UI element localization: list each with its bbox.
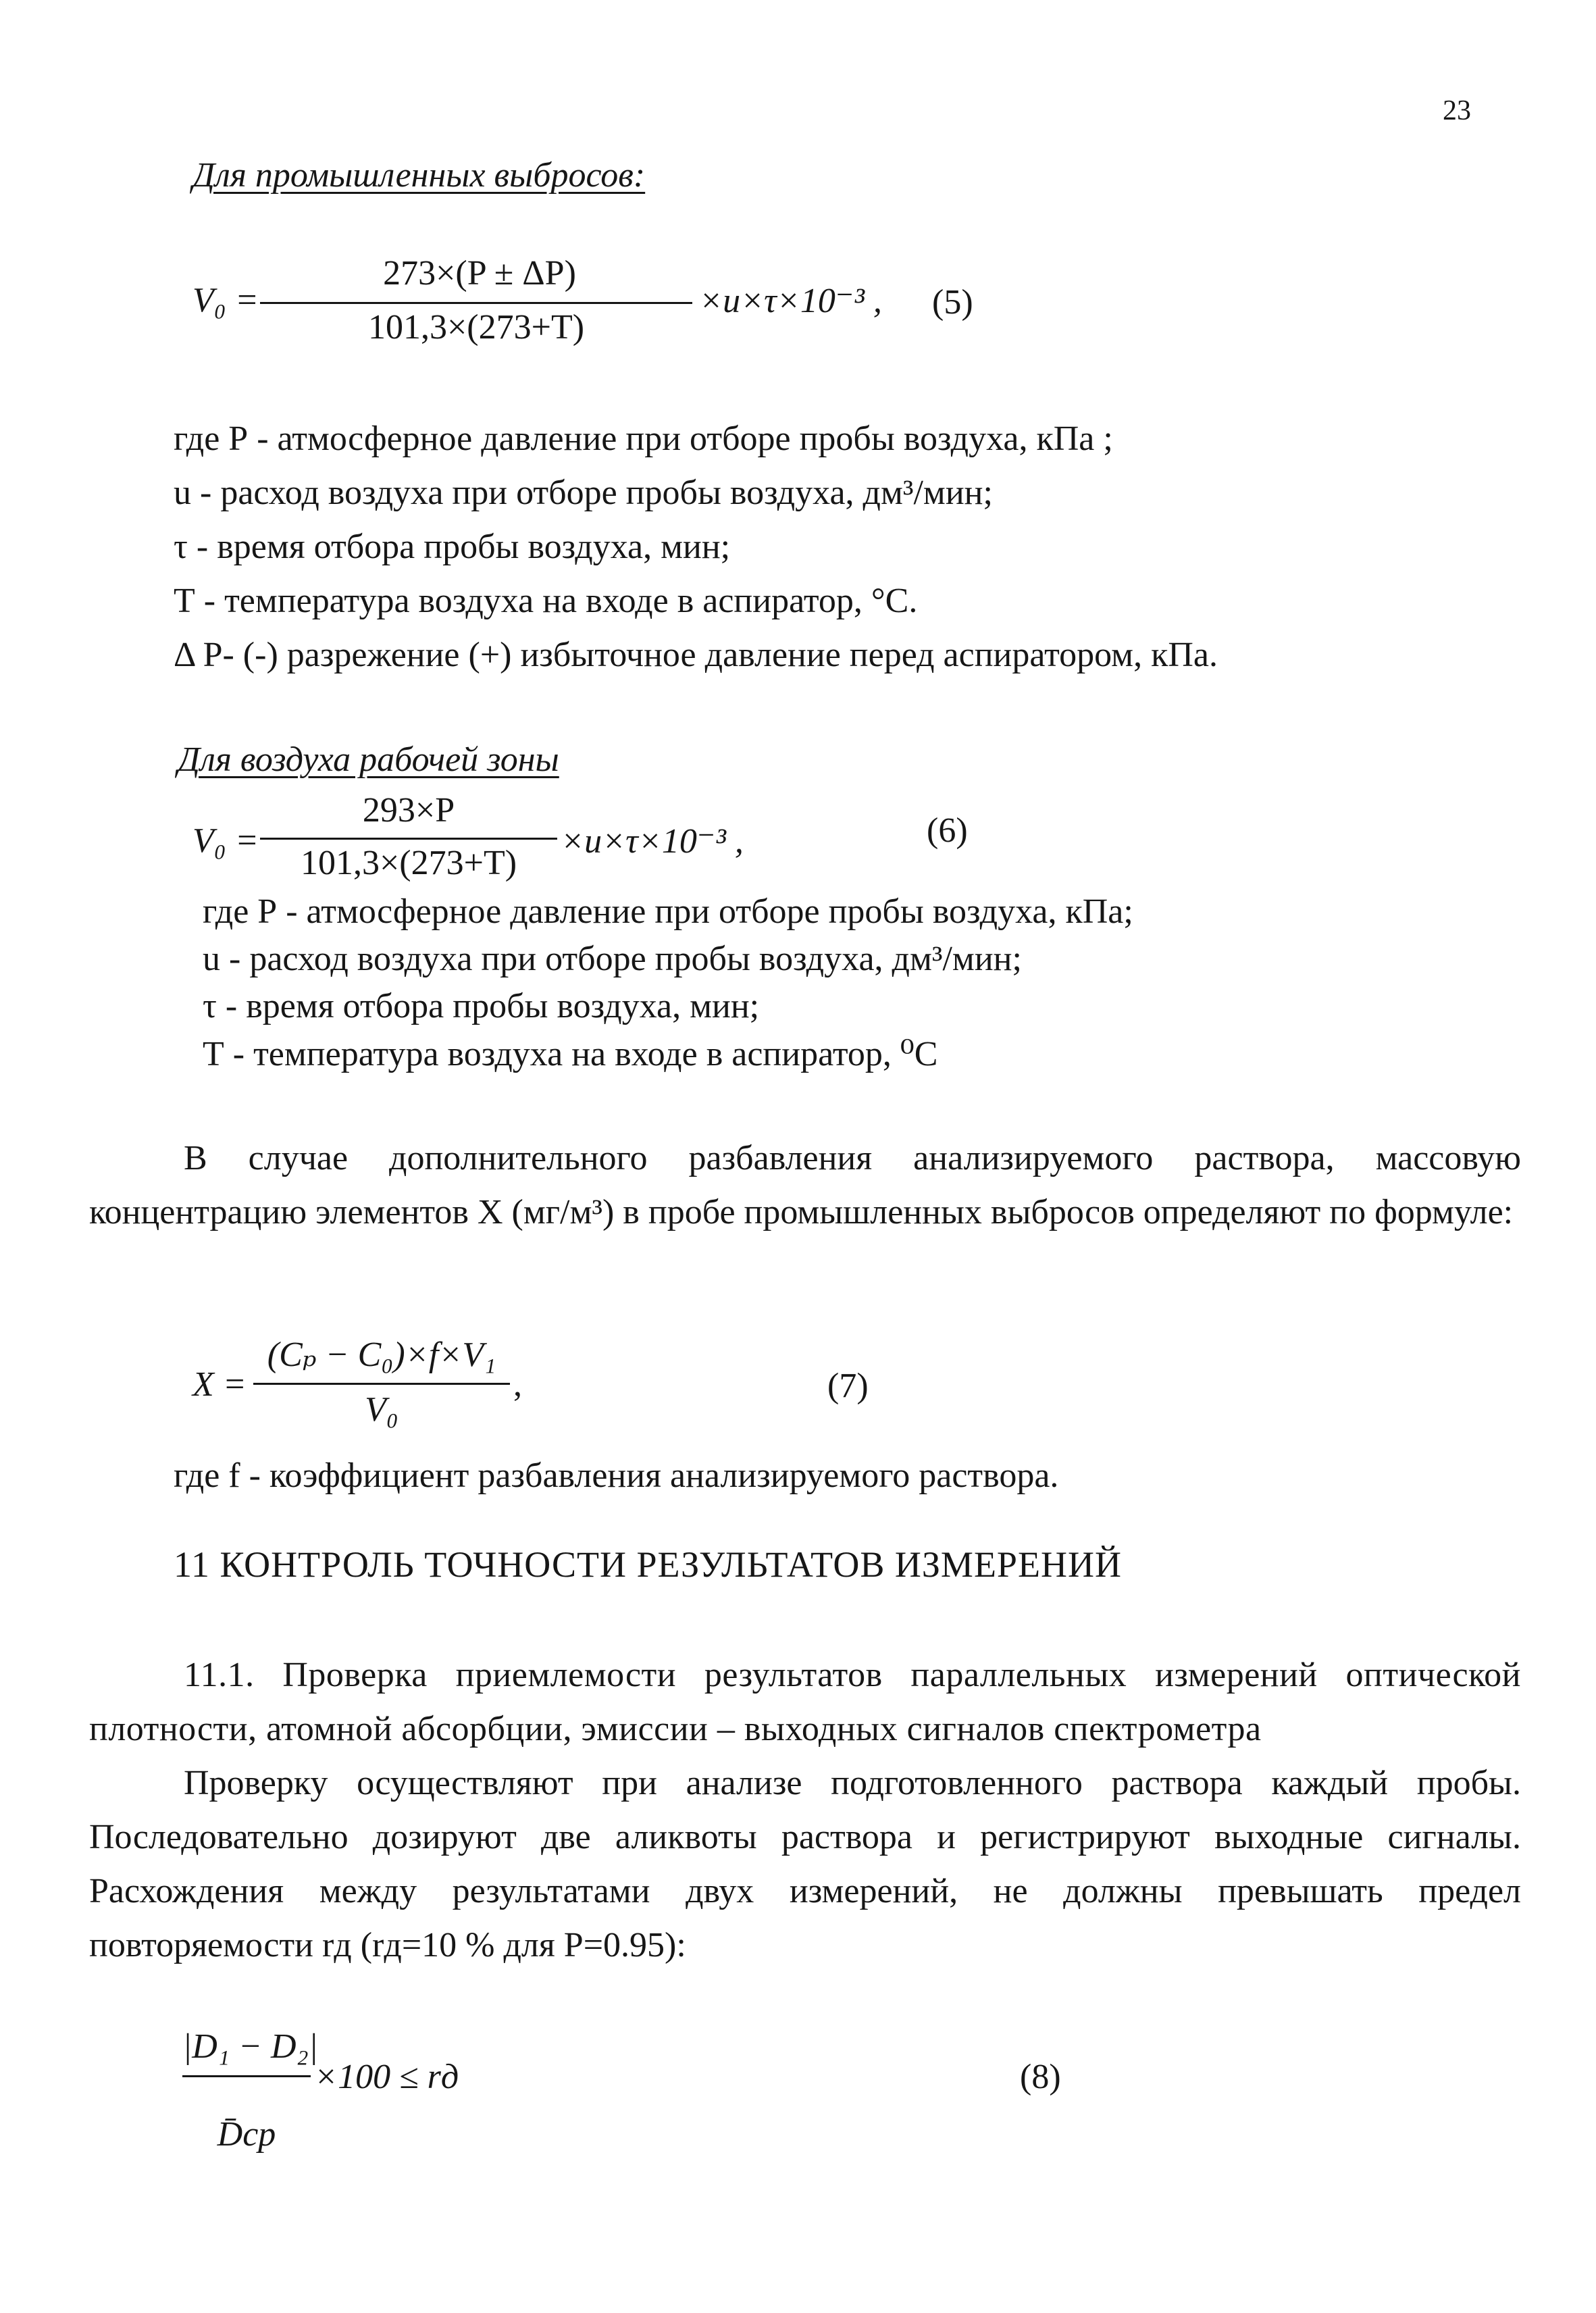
- formula-8-number: (8): [1020, 2058, 1061, 2096]
- formula-5-lhs: V₀ =: [192, 281, 259, 320]
- industrial-where-2: τ - время отбора пробы воздуха, мин;: [174, 528, 731, 566]
- workzone-where-3: Т - температура воздуха на входе в аспиратор, ⁰С: [203, 1035, 938, 1073]
- formula-7-fraction-bar: [253, 1383, 510, 1385]
- formula-7: [192, 1334, 733, 1449]
- formula-8-denominator: D̄ср: [217, 2115, 276, 2154]
- formula-6-numerator: 293×P: [362, 791, 455, 830]
- dilution-where: где f - коэффициент разбавления анализируемого раствора.: [174, 1456, 1059, 1495]
- industrial-where-3: Т - температура воздуха на входе в аспиратор, °С.: [174, 582, 918, 620]
- formula-5-denominator: 101,3×(273+T): [367, 308, 585, 347]
- formula-6-fraction-bar: [260, 838, 557, 840]
- workzone-where-0: где Р - атмосферное давление при отборе пробы воздуха, кПа;: [203, 892, 1133, 931]
- industrial-where-0: где Р - атмосферное давление при отборе пробы воздуха, кПа ;: [174, 420, 1113, 458]
- workzone-heading: Для воздуха рабочей зоны: [178, 740, 559, 779]
- formula-7-numerator: (Cₚ − C₀)×f×V₁: [267, 1336, 496, 1374]
- industrial-where-1: u - расход воздуха при отборе пробы воздуха, дм³/мин;: [174, 474, 993, 512]
- check-paragraph: Проверку осуществляют при анализе подготовленного раствора каждый пробы. Последовательно дозируют две аликвоты раствора и регистрируют выходные сигналы. Расхождения между результатами двух измерений, не должны превышать предел повторяемости rд (rд=10 % для Р=0.95):: [89, 1764, 1521, 1964]
- formula-8-tail: ×100 ≤ rд: [314, 2058, 459, 2096]
- section-title: 11 КОНТРОЛЬ ТОЧНОСТИ РЕЗУЛЬТАТОВ ИЗМЕРЕНИЙ: [174, 1544, 1122, 1585]
- formula-6: [192, 790, 1003, 898]
- formula-7-denominator: V₀: [365, 1390, 398, 1429]
- workzone-where-1: u - расход воздуха при отборе пробы воздуха, дм³/мин;: [203, 940, 1022, 978]
- subsection-paragraph: 11.1. Проверка приемлемости результатов параллельных измерений оптической плотности, атомной абсорбции, эмиссии – выходных сигналов спектрометра: [89, 1656, 1521, 1748]
- formula-8: [182, 2027, 790, 2182]
- workzone-where-2: τ - время отбора пробы воздуха, мин;: [203, 987, 760, 1025]
- formula-5-numerator: 273×(P ± ΔP): [383, 254, 576, 293]
- formula-5: [192, 253, 1003, 361]
- formula-6-denominator: 101,3×(273+T): [300, 844, 517, 882]
- dilution-paragraph: В случае дополнительного разбавления анализируемого раствора, массовую концентрацию элементов Х (мг/м³) в пробе промышленных выбросов определяют по формуле:: [89, 1139, 1521, 1231]
- formula-8-numerator: |D₁ − D₂|: [182, 2027, 318, 2066]
- page-number: 23: [1443, 95, 1471, 126]
- industrial-where-4: Δ Р- (-) разрежение (+) избыточное давление перед аспиратором, кПа.: [174, 636, 1218, 674]
- formula-7-number: (7): [827, 1367, 869, 1405]
- formula-5-tail: ×u×τ×10⁻³ ,: [699, 282, 882, 320]
- formula-7-tail: ,: [513, 1365, 522, 1404]
- formula-6-tail: ×u×τ×10⁻³ ,: [561, 822, 744, 861]
- formula-6-lhs: V₀ =: [192, 821, 259, 860]
- formula-8-fraction-bar: [182, 2075, 311, 2077]
- formula-6-number: (6): [927, 811, 968, 850]
- formula-5-number: (5): [932, 283, 973, 322]
- formula-7-lhs: X =: [192, 1365, 247, 1404]
- formula-5-fraction-bar: [260, 302, 692, 304]
- industrial-heading: Для промышленных выбросов:: [192, 156, 646, 195]
